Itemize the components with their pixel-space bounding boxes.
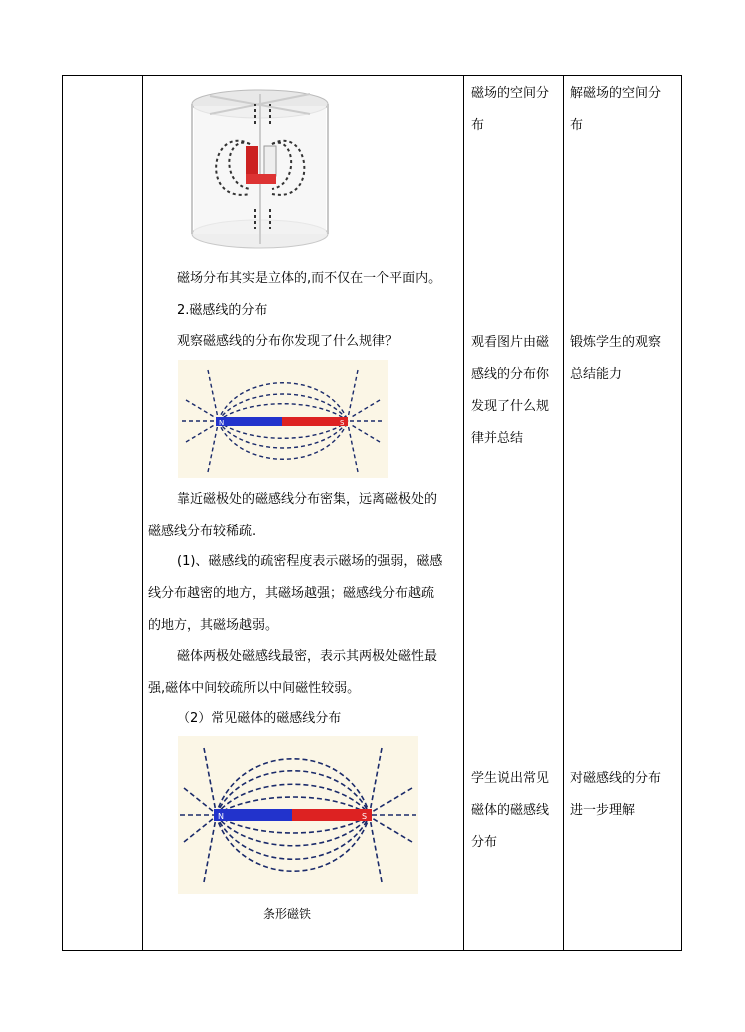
text-line: 线分布越密的地方，其磁场越强；磁感线分布越疏 [148, 586, 435, 601]
text-line: 磁感线分布较稀疏. [148, 524, 257, 539]
design-intent-cell-1 [570, 78, 680, 142]
magnetic-field-3d-image [180, 84, 340, 256]
column-divider [142, 76, 143, 950]
text-line: 解磁场的空间分 [570, 86, 662, 101]
bar-magnet-field-image-large [178, 736, 418, 894]
text-line: 感线的分布你 [471, 367, 550, 382]
student-activity-cell-2 [471, 327, 561, 455]
design-intent-cell-3 [570, 763, 680, 827]
text-line: 锻炼学生的观察 [570, 335, 662, 350]
svg-text:S: S [340, 419, 345, 427]
text-line: 观看图片由磁 [471, 335, 550, 350]
bar-magnet-field-image [178, 360, 388, 478]
paragraph-rule-1 [148, 546, 460, 642]
text-line: 发现了什么规 [471, 399, 550, 414]
text-line: 对磁感线的分布 [570, 771, 662, 786]
text-line: 布 [570, 118, 584, 133]
section-heading: （2）常见磁体的磁感线分布 [177, 711, 342, 726]
text-line: 磁场的空间分 [471, 86, 550, 101]
text-line: 磁体两极处磁感线最密，表示其两极处磁性最 [177, 649, 438, 664]
text-line: 律并总结 [471, 431, 524, 446]
paragraph-poles [148, 641, 460, 705]
column-divider [463, 76, 464, 950]
student-activity-cell-3 [471, 763, 561, 859]
text-line: 分布 [471, 835, 498, 850]
image-caption: 条形磁铁 [263, 907, 312, 921]
section-heading: 2.磁感线的分布 [177, 303, 268, 318]
text-line: 磁体的磁感线 [471, 803, 550, 818]
text-line: 学生说出常见 [471, 771, 550, 786]
paragraph-text: 磁场分布其实是立体的,而不仅在一个平面内。 [177, 271, 442, 286]
text-line: 强,磁体中间较疏所以中间磁性较弱。 [148, 681, 361, 696]
text-line: 靠近磁极处的磁感线分布密集，远离磁极处的 [177, 492, 438, 507]
design-intent-cell-2 [570, 327, 680, 391]
text-line: 进一步理解 [570, 803, 636, 818]
text-line: 的地方，其磁场越弱。 [148, 618, 279, 633]
text-line: 布 [471, 118, 485, 133]
text-line: (1)、磁感线的疏密程度表示磁场的强弱，磁感 [177, 554, 443, 569]
svg-text:S: S [362, 812, 368, 821]
column-divider [563, 76, 564, 950]
paragraph-density [148, 484, 460, 548]
question-text: 观察磁感线的分布你发现了什么规律？ [177, 334, 399, 349]
svg-text:N: N [218, 812, 224, 821]
text-line: 总结能力 [570, 367, 623, 382]
svg-text:N: N [219, 419, 225, 427]
student-activity-cell-1 [471, 78, 561, 142]
